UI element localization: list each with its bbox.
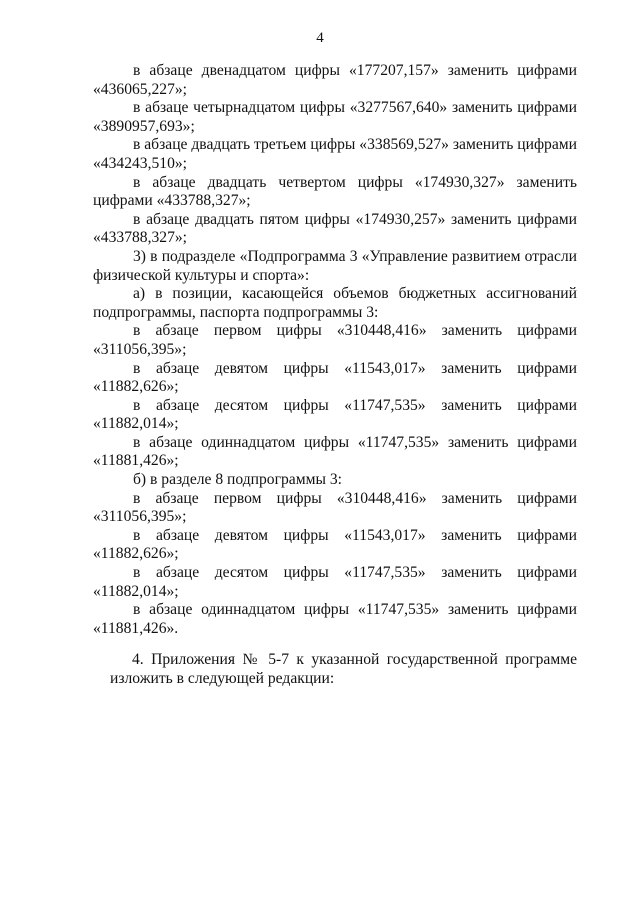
paragraph: в абзаце десятом цифры «11747,535» заменить цифрами «11882,014»; bbox=[93, 396, 577, 433]
paragraph: в абзаце двадцать пятом цифры «174930,257» заменить цифрами «433788,327»; bbox=[93, 210, 577, 247]
paragraph: в абзаце девятом цифры «11543,017» заменить цифрами «11882,626»; bbox=[93, 359, 577, 396]
final-paragraph: 4. Приложения № 5-7 к указанной государственной программе изложить в следующей редакции: bbox=[110, 651, 577, 687]
paragraph: в абзаце одиннадцатом цифры «11747,535» заменить цифрами «11881,426». bbox=[93, 601, 577, 637]
paragraph: в абзаце первом цифры «310448,416» заменить цифрами «311056,395»; bbox=[93, 322, 577, 358]
paragraph: в абзаце двенадцатом цифры «177207,157» заменить цифрами «436065,227»; bbox=[93, 62, 577, 98]
paragraph: 3) в подразделе «Подпрограмма 3 «Управление развитием отрасли физической культуры и спорта»: bbox=[93, 247, 577, 284]
paragraph: в абзаце девятом цифры «11543,017» заменить цифрами «11882,626»; bbox=[93, 526, 577, 563]
document-body bbox=[93, 62, 577, 689]
paragraph: в абзаце одиннадцатом цифры «11747,535» заменить цифрами «11881,426»; bbox=[93, 433, 577, 470]
paragraph: в абзаце двадцать четвертом цифры «174930,327» заменить цифрами «433788,327»; bbox=[93, 173, 577, 210]
paragraph: а) в позиции, касающейся объемов бюджетных ассигнований подпрограммы, паспорта подпрограммы 3: bbox=[93, 285, 577, 321]
paragraph: в абзаце четырнадцатом цифры «3277567,640» заменить цифрами «3890957,693»; bbox=[93, 99, 577, 135]
paragraph: в абзаце первом цифры «310448,416» заменить цифрами «311056,395»; bbox=[93, 489, 577, 526]
paragraph: в абзаце двадцать третьем цифры «338569,527» заменить цифрами «434243,510»; bbox=[93, 136, 577, 172]
page-number: 4 bbox=[316, 30, 324, 46]
paragraph: в абзаце десятом цифры «11747,535» заменить цифрами «11882,014»; bbox=[93, 564, 577, 600]
paragraph: б) в разделе 8 подпрограммы 3: bbox=[133, 471, 342, 489]
